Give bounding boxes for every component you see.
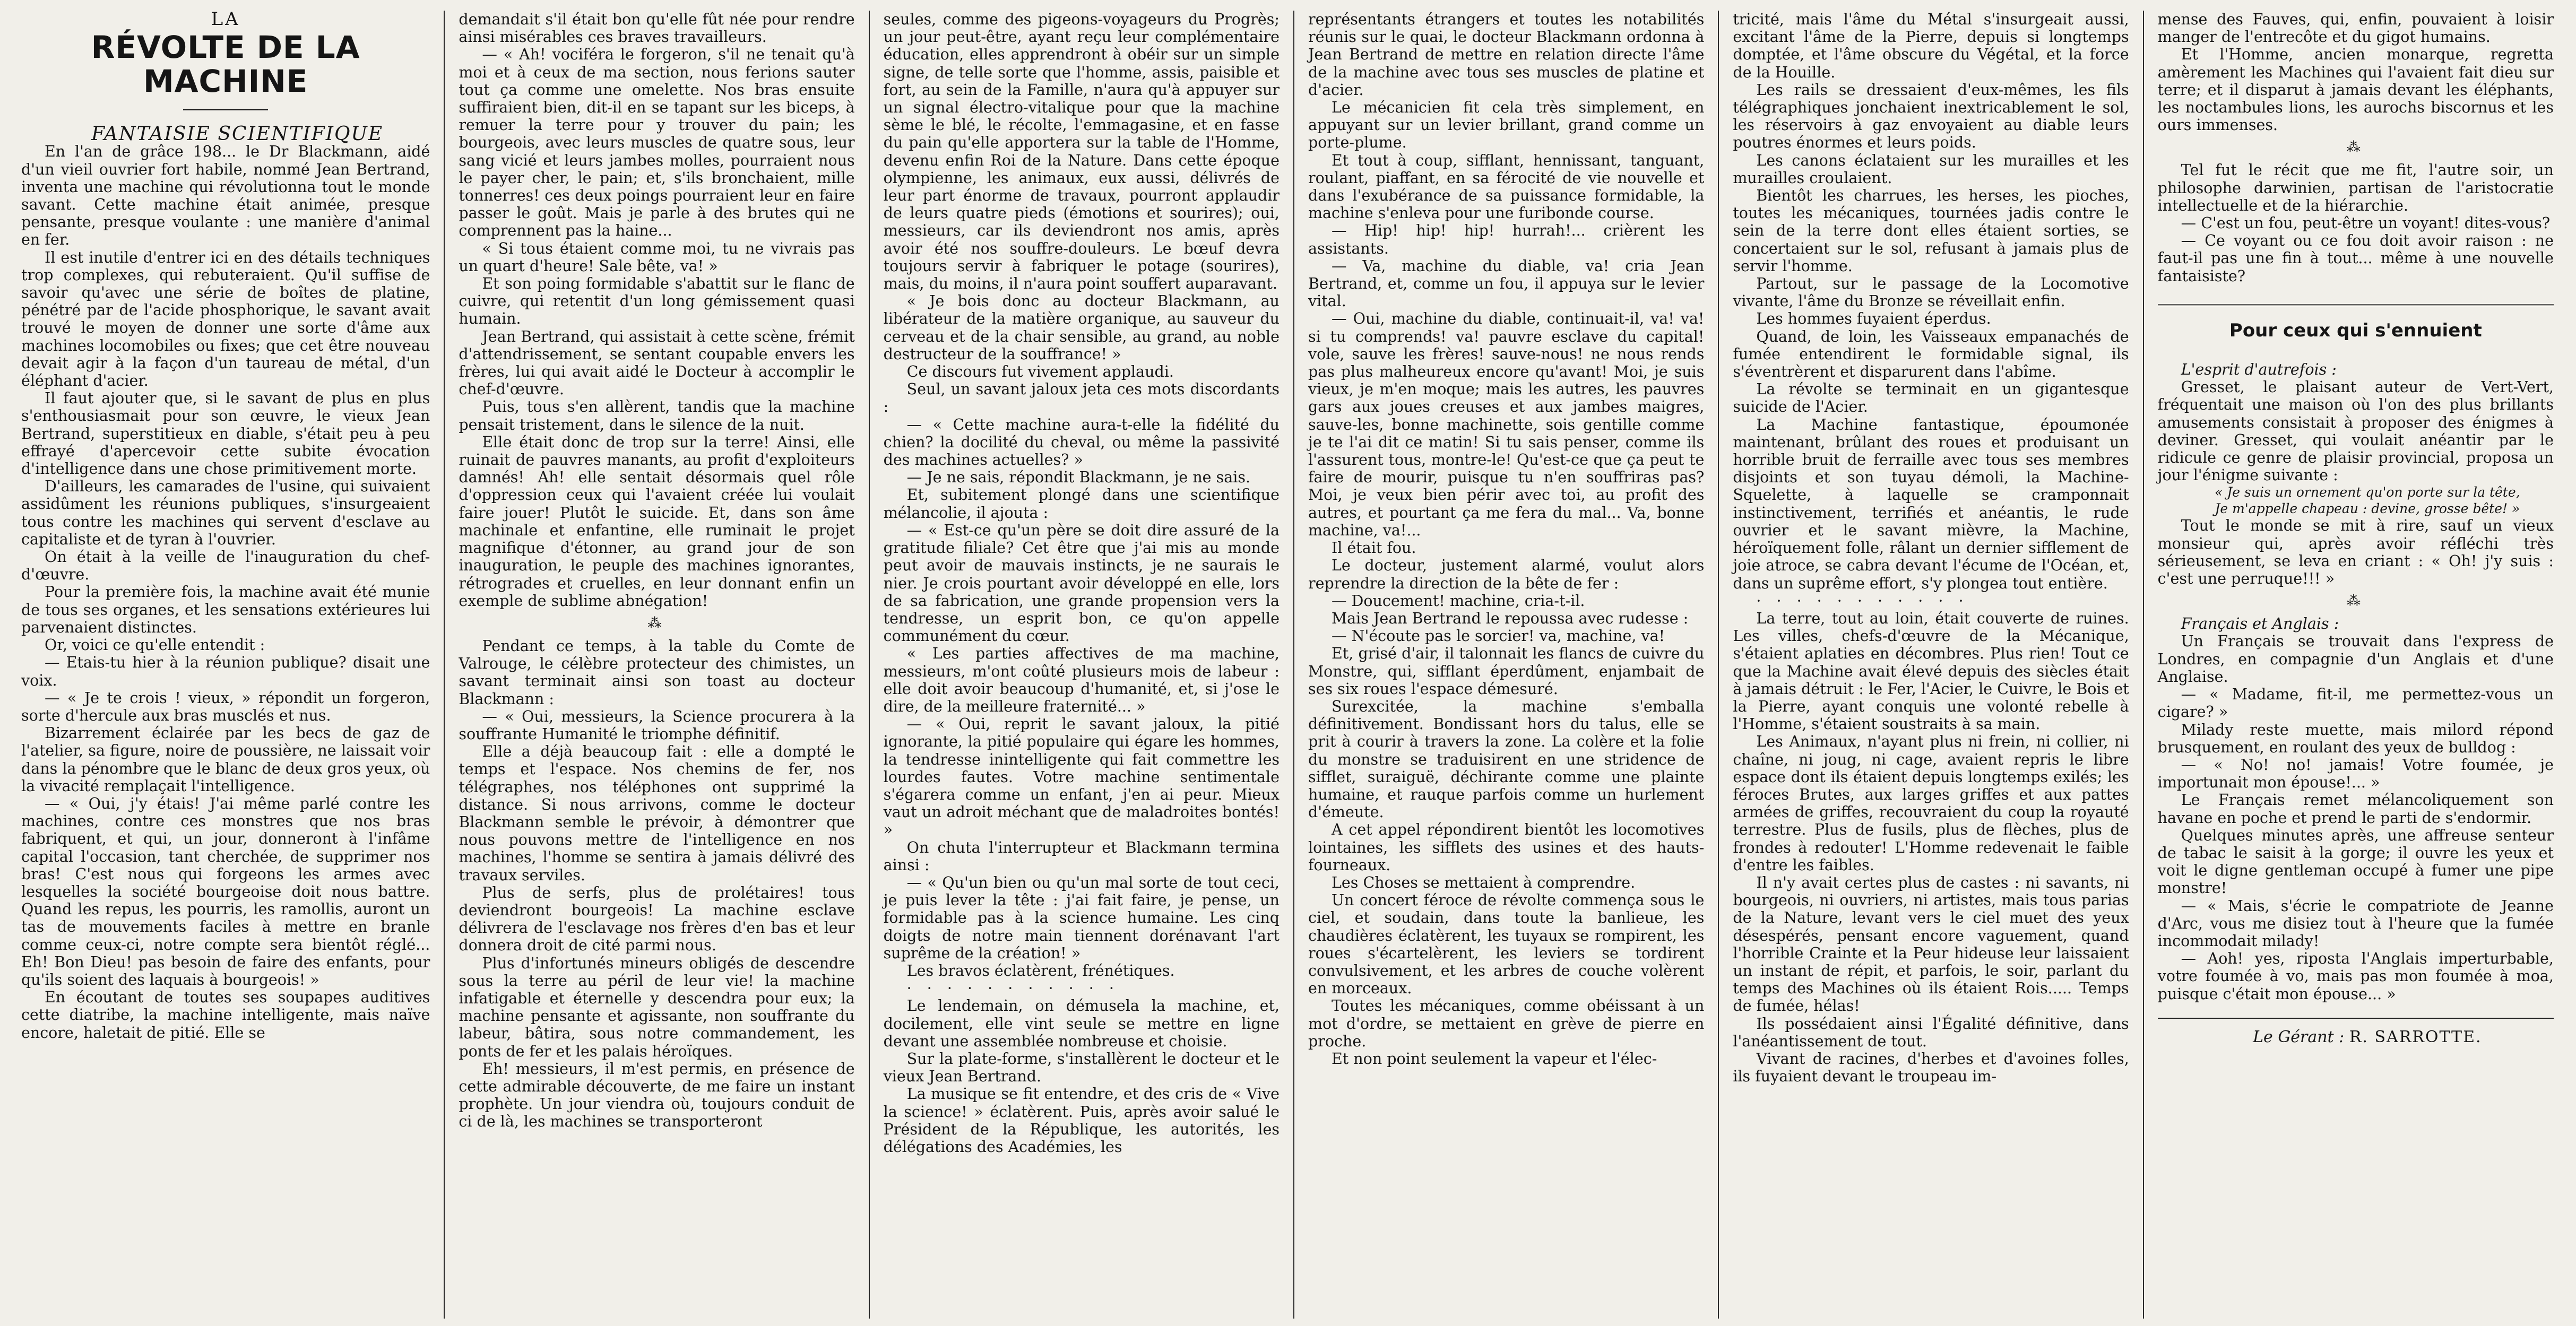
paragraph: Les rails se dressaient d'eux-mêmes, les fils télégraphiques jonchaient inextricablement le sol, les réservoirs à gaz envoyaient au diable leurs poutres énormes et leurs poids. (1733, 81, 2129, 152)
paragraph: Et non point seulement la vapeur et l'élec- (1331, 1050, 1657, 1068)
paragraph: — « Mais, s'écrie le compatriote de Jeanne d'Arc, vous me disiez tout à l'heure que la fumée incommodait milady! (2157, 897, 2554, 950)
paragraph: demandait s'il était bon qu'elle fût née pour rendre ainsi misérables ces braves travailleurs. (459, 11, 855, 46)
verse-line: Je m'appelle chapeau : devine, grosse bête! » (2215, 501, 2520, 517)
paragraph: « Les parties affectives de ma machine, messieurs, m'ont coûté plusieurs mois de labeur : elle doit avoir beaucoup d'humanité, et, si j'ose le dire, de la meilleure fraternité... » (883, 645, 1280, 715)
paragraph: — Aoh! yes, riposta l'Anglais imperturbable, votre foumée à vo, mais pas mon foumée à moa, puisque c'était mon épouse... » (2157, 950, 2554, 1003)
signature-rule (2158, 1018, 2554, 1019)
paragraph: On était à la veille de l'inauguration du chef-d'œuvre. (21, 548, 430, 584)
paragraph: — Je ne sais, répondit Blackmann, je ne sais. (906, 469, 1251, 487)
section-stars: ⁂ (2346, 140, 2365, 156)
paragraph: — « Je te crois ! vieux, » répondit un forgeron, sorte d'hercule aux bras musclés et nus. (21, 689, 430, 724)
paragraph: « Si tous étaient comme moi, tu ne vivrais pas un quart d'heure! Sale bête, va! » (459, 239, 855, 275)
paragraph: Quand, de loin, les Vaisseaux empanachés de fumée entendirent le formidable signal, ils s'éventrèrent et disparurent dans l'abîme. (1733, 327, 2129, 381)
title-rule (183, 109, 268, 110)
paragraph: — « Oui, messieurs, la Science procurera à la souffrante Humanité le triomphe définitif. (459, 707, 855, 743)
section-divider (2158, 304, 2554, 306)
paragraph: En écoutant de toutes ses soupapes auditives cette diatribe, la machine intelligente, mais naïve encore, haletait de pitié. Elle se (21, 989, 430, 1042)
section-title: Pour ceux qui s'ennuient (2229, 319, 2482, 341)
section-dots: · · · · · · · · · · · (1756, 592, 1969, 610)
paragraph: Elle a déjà beaucoup fait : elle a dompté le temps et l'espace. Nos chemins de fer, nos télégraphes, nos téléphones ont supprimé la distance. Si nous arrivons, comme le docteur Blackmann semble le prévoir, à démontrer que nous pouvons mettre de l'intelligence en nos machines, l'homme se sentira à jamais délivré des travaux serviles. (459, 743, 855, 884)
paragraph: — « Cette machine aura-t-elle la fidélité du chien? la docilité du cheval, ou même la passivité des machines actuelles? » (883, 415, 1280, 469)
signature-name: R. SARROTTE. (2349, 1027, 2482, 1046)
column-2 (444, 11, 868, 1319)
signature-line (2158, 1028, 2554, 1046)
paragraph: Le Français remet mélancoliquement son havane en poche et prend le parti de s'endormir. (2157, 791, 2554, 827)
paragraph: Le docteur, justement alarmé, voulut alors reprendre la direction de la bête de fer : (1308, 557, 1705, 592)
article-kicker: LA (211, 11, 240, 30)
paragraph: Quelques minutes après, une affreuse senteur de tabac le saisit à la gorge; il ouvre les yeux et voit le digne gentleman occupé à fumer une pipe monstre! (2157, 826, 2554, 897)
paragraph: Les bravos éclatèrent, frénétiques. (906, 961, 1175, 980)
paragraph: — « Qu'un bien ou qu'un mal sorte de tout ceci, je puis lever la tête : j'ai fait faire, je pense, un formidable pas à la science humaine. Les cinq doigts de notre main tiennent dorénavant l'art suprême de la création! » (883, 873, 1280, 962)
paragraph: Surexcitée, la machine s'emballa définitivement. Bondissant hors du talus, elle se prit à courir à travers la zone. La colère et la folie du monstre se traduisirent en une stridence de sifflet, suraiguë, déchirante comme une plainte humaine, et rauque parfois comme un hurlement d'émeute. (1308, 697, 1705, 821)
paragraph: — « Oui, j'y étais! J'ai même parlé contre les machines, contre ces monstres que nos bras fabriquent, et qui, un jour, donneront à l'infâme capital l'occasion, tant cherchée, de supprimer nos bras! C'est nous qui forgeons les armes avec lesquelles la société bourgeoise doit nous battre. Quand les repus, les pourris, les ramollis, auront un tas de mouvements faciles à mettre en branle comme ceux-ci, notre compte sera bientôt réglé... Eh! Bon Dieu! pas besoin de faire des enfants, pour qu'ils soient des laquais à bourgeois! » (21, 794, 430, 989)
paragraph: — « No! no! jamais! Votre foumée, je importunait mon épouse!... » (2157, 756, 2554, 792)
paragraph: Pendant ce temps, à la table du Comte de Valrouge, le célèbre protecteur des chimistes, un savant terminait ainsi son toast au docteur Blackmann : (459, 637, 855, 708)
paragraph: Les Animaux, n'ayant plus ni frein, ni collier, ni chaîne, ni joug, ni cage, avaient repris le libre espace dont ils étaient depuis longtemps exilés; les féroces Brutes, aux larges griffes et aux pattes armées de griffes, recouvraient du coup la royauté terrestre. Plus de fusils, plus de flèches, plus de frondes à redouter! L'Homme redevenait le faible d'entre les faibles. (1733, 733, 2129, 874)
paragraph: — Doucement! machine, cria-t-il. (1331, 592, 1585, 610)
column-6 (2143, 11, 2568, 1319)
paragraph: Il n'y avait certes plus de castes : ni savants, ni bourgeois, ni ouvriers, ni artistes, mais tous parias de la Nature, levant vers le ciel muet des yeux désespérés, pensant encore vaguement, quand l'horrible Crainte et la Peur hideuse leur laissaient un instant de répit, et parfois, le soir, parlant du temps des Machines où ils étaient Rois..... Temps de fumée, hélas! (1733, 873, 2129, 1015)
paragraph: Puis, tous s'en allèrent, tandis que la machine pensait tristement, dans le silence de la nuit. (459, 398, 855, 434)
column-5 (1718, 11, 2142, 1319)
paragraph: D'ailleurs, les camarades de l'usine, qui suivaient assidûment les réunions publiques, s'insurgeaient tous contre les machines qui servent d'esclave au capitaliste et de tyran à l'ouvrier. (21, 478, 430, 548)
paragraph: Il faut ajouter que, si le savant de plus en plus s'enthousiasmait pour son œuvre, le vieux Jean Bertrand, superstitieux en diable, s'était peu à peu effrayé d'apercevoir cette subite évocation d'intelligence dans une chose primitivement morte. (21, 389, 430, 478)
paragraph: La Machine fantastique, époumonée maintenant, brûlant des roues et produisant un horrible bruit de ferraille avec tous ses membres disjoints et son tuyau démoli, la Machine-Squelette, à laquelle se cramponnait instinctivement, terrifiés et anéantis, le rude ouvrier et le savant mièvre, la Machine, héroïquement folle, râlant un dernier sifflement de joie atroce, se cabra devant l'écume de l'Océan, et, dans un suprême effort, s'y plongea tout entière. (1733, 415, 2129, 592)
paragraph: Tel fut le récit que me fit, l'autre soir, un philosophe darwinien, partisan de l'aristocratie intellectuelle et de la hiérarchie. (2157, 161, 2554, 214)
paragraph: Pour la première fois, la machine avait été munie de tous ses organes, et les sensations extérieures lui parvenaient distinctes. (21, 583, 430, 636)
paragraph: Milady reste muette, mais milord répond brusquement, en roulant des yeux de bulldog : (2157, 721, 2554, 756)
paragraph: Le lendemain, on démusela la machine, et, docilement, elle vint seule se mettre en ligne devant une assemblée nombreuse et choisie. (883, 997, 1280, 1050)
article-title: RÉVOLTE DE LA MACHINE (91, 29, 360, 100)
paragraph: — Ce voyant ou ce fou doit avoir raison : ne faut-il pas une fin à tout... même à une nouvelle fantaisiste? (2157, 232, 2554, 285)
article-subtitle: FANTAISIE SCIENTIFIQUE (91, 123, 384, 145)
paragraph: Sur la plate-forme, s'installèrent le docteur et le vieux Jean Bertrand. (883, 1050, 1280, 1086)
paragraph: Jean Bertrand, qui assistait à cette scène, frémit d'attendrissement, se sentant coupable envers les frères, lui qui avait aidé le Docteur à accomplir le chef-d'œuvre. (459, 327, 855, 398)
paragraph: Un concert féroce de révolte commença sous le ciel, et soudain, dans toute la banlieue, les chaudières éclatèrent, les tuyaux se rompirent, les roues s'écartelèrent, les leviers se tordirent convulsivement, et les arbres de couche volèrent en morceaux. (1308, 891, 1705, 998)
paragraph: Bizarrement éclairée par les becs de gaz de l'atelier, sa figure, noire de poussière, ne laissait voir dans la pénombre que le blanc de deux gros yeux, où la vivacité remplaçait l'intelligence. (21, 724, 430, 795)
paragraph: Et, subitement plongé dans une scientifique mélancolie, il ajouta : (883, 486, 1280, 522)
paragraph: Le mécanicien fit cela très simplement, en appuyant sur un levier brillant, grand comme un porte-plume. (1308, 99, 1705, 152)
paragraph: Seul, un savant jaloux jeta ces mots discordants : (883, 380, 1280, 416)
paragraph: Et, grisé d'air, il talonnait les flancs de cuivre du Monstre, qui, sifflant éperdûment, enjambait de ses six roues l'espace démesuré. (1308, 645, 1705, 698)
paragraph: On chuta l'interrupteur et Blackmann termina ainsi : (883, 838, 1280, 874)
paragraph: — « Est-ce qu'un père se doit dire assuré de la gratitude filiale? Cet être que j'ai mis au monde peut avoir de mauvais instincts, je ne saurais le nier. Je crois pourtant avoir développé en elle, lors de sa fabrication, une grande propension vers la tendresse, un esprit bon, ce qu'on appelle communément du cœur. (883, 521, 1280, 645)
rubric-heading: L'esprit d'autrefois : (2181, 361, 2337, 379)
paragraph: mense des Fauves, qui, enfin, pouvaient à loisir manger de l'entrecôte et du gigot humains. (2157, 11, 2554, 46)
paragraph: — Va, machine du diable, va! cria Jean Bertrand, et, comme un fou, il appuya sur le levier vital. (1308, 257, 1705, 310)
paragraph: — Etais-tu hier à la réunion publique? disait une voix. (21, 654, 430, 689)
paragraph: Et son poing formidable s'abattit sur le flanc de cuivre, qui retentit d'un long gémissement quasi humain. (459, 275, 855, 328)
paragraph: Mais Jean Bertrand le repoussa avec rudesse : (1331, 609, 1689, 627)
paragraph: Tout le monde se mit à rire, sauf un vieux monsieur qui, après avoir réfléchi très sérieusement, se leva en criant : « Oh! j'y suis : c'est une perruque!!! » (2157, 517, 2554, 588)
paragraph: Gresset, le plaisant auteur de Vert-Vert, fréquentait une maison où l'on des plus brillants amusements consistait à proposer des énigmes à deviner. Gresset, qui voulait anéantir par le ridicule ce genre de plaisir provincial, proposa un jour l'énigme suivante : (2157, 378, 2554, 484)
paragraph: Vivant de racines, d'herbes et d'avoines folles, ils fuyaient devant le troupeau im- (1733, 1050, 2129, 1086)
section-stars: ⁂ (2346, 593, 2365, 610)
paragraph: Ce discours fut vivement applaudi. (906, 363, 1174, 381)
paragraph: tricité, mais l'âme du Métal s'insurgeait aussi, excitant l'âme de la Pierre, depuis si longtemps domptée, et l'âme obscure du Végétal, et la force de la Houille. (1733, 11, 2129, 81)
paragraph: Ils possédaient ainsi l'Égalité définitive, dans l'anéantissement de tout. (1733, 1015, 2129, 1050)
paragraph: — « Oui, reprit le savant jaloux, la pitié ignorante, la pitié populaire qui égare les hommes, la tendresse inintelligente qui fait commettre les lourdes fautes. Votre machine sentimentale s'égarera comme un enfant, j'en ai peur. Mieux vaut un adroit méchant que de maladroites bontés! » (883, 715, 1280, 839)
section-stars: ⁂ (647, 615, 666, 631)
paragraph: Eh! messieurs, il m'est permis, en présence de cette admirable découverte, de me faire un instant prophète. Un jour viendra où, toujours conduit de ci de là, les machines se transporteront (459, 1060, 855, 1131)
paragraph: Partout, sur le passage de la Locomotive vivante, l'âme du Bronze se réveillait enfin. (1733, 275, 2129, 310)
signature-label: Le Gérant : (2253, 1027, 2345, 1046)
paragraph: — Oui, machine du diable, continuait-il, va! va! si tu comprends! va! pauvre esclave du capital! vole, sauve les frères! sauve-nous! ne nous rends pas plus malheureux encore qu'avant! Moi, je suis vieux, je m'en moque; mais les autres, les pauvres gars aux joues creuses et aux jambes maigres, sauve-les, bonne machinette, sois gentille comme je te l'ai dit ce matin! Si tu sais penser, comme ils l'assurent tous, montre-le! Qu'est-ce que ça peut te faire de mourir, puisque tu n'en souffriras pas? Moi, je veux bien périr avec toi, au profit des autres, et pourtant ça me fera du mal... Va, bonne machine, va!... (1308, 310, 1705, 539)
paragraph: seules, comme des pigeons-voyageurs du Progrès; un jour peut-être, ayant reçu leur complémentaire éducation, elles apprendront à obéir sur un simple signe, de telle sorte que l'homme, assis, paisible et fort, au sein de la Famille, n'aura qu'à appuyer sur un signal électro-vitalique pour que la machine sème le blé, le récolte, l'emmagasine, et en fasse du pain qu'elle apportera sur la table de l'Homme, devenu enfin Roi de la Nature. Dans cette époque olympienne, les animaux, eux aussi, délivrés de leur part énorme de travaux, pourront applaudir de leurs quatre pieds (émotions et sourires); oui, messieurs, car ils deviendront nos amis, après avoir été nos souffre-douleurs. Le bœuf devra toujours servir à fabriquer le potage (sourires), mais, du moins, il n'aura point souffert auparavant. (883, 11, 1280, 293)
column-3 (869, 11, 1293, 1319)
paragraph: Et l'Homme, ancien monarque, regretta amèrement les Machines qui l'avaient fait dieu sur terre; et il disparut à jamais devant les éléphants, les noctambules lions, les aurochs biscornus et les ours immenses. (2157, 46, 2554, 134)
paragraph: Bientôt les charrues, les herses, les pioches, toutes les mécaniques, tournées jadis contre le sein de la terre dont elles étaient sorties, se concertaient sur le sol, refusant à jamais plus de servir l'homme. (1733, 187, 2129, 275)
verse-line: « Je suis un ornement qu'on porte sur la tête, (2215, 484, 2520, 500)
column-4 (1293, 11, 1718, 1319)
paragraph: Les Choses se mettaient à comprendre. (1331, 873, 1636, 891)
section-dots: · · · · · · · · · · · (906, 980, 1119, 998)
paragraph: représentants étrangers et toutes les notabilités réunis sur le quai, le docteur Blackmann ordonna à Jean Bertrand de mettre en relation directe l'âme de la machine avec tous ses muscles de platine et d'acier. (1308, 11, 1705, 99)
paragraph: Un Français se trouvait dans l'express de Londres, en compagnie d'un Anglais et d'une Anglaise. (2157, 632, 2554, 686)
paragraph: Il était fou. (1331, 539, 1416, 557)
paragraph: Plus de serfs, plus de prolétaires! tous deviendront bourgeois! La machine esclave délivrera de l'esclavage nos frères d'en bas et leur donnera droit de cité parmi nous. (459, 883, 855, 955)
paragraph: — C'est un fou, peut-être un voyant! dites-vous? (2181, 214, 2551, 232)
paragraph: Il est inutile d'entrer ici en des détails techniques trop complexes, qui rebuteraient. Qu'il suffise de savoir qu'avec une série de boîtes de platine, pénétré par de l'acide phosphorique, le savant avait trouvé le moyen de donner une sorte d'âme aux machines locomobiles ou fixes; que cet être nouveau devait agir à la façon d'un taureau de métal, d'un éléphant d'acier. (21, 248, 430, 390)
paragraph: — N'écoute pas le sorcier! va, machine, va! (1331, 627, 1665, 645)
paragraph: Or, voici ce qu'elle entendit : (45, 636, 265, 654)
paragraph: La terre, tout au loin, était couverte de ruines. Les villes, chefs-d'œuvre de la Mécanique, s'étaient aplaties en décombres. Plus rien! Tout ce que la Machine avait élevé depuis des siècles était à jamais détruit : le Fer, l'Acier, le Cuivre, le Bois et la Pierre, ayant conquis une volonté rebelle à l'Homme, s'étaient soustraits à sa main. (1733, 609, 2129, 733)
paragraph: La musique se fit entendre, et des cris de « Vive la science! » éclatèrent. Puis, après avoir salué le Président de la République, les autorités, les délégations des Académies, les (883, 1085, 1280, 1156)
paragraph: — « Madame, fit-il, me permettez-vous un cigare? » (2157, 686, 2554, 721)
paragraph: En l'an de grâce 198... le Dr Blackmann, aidé d'un vieil ouvrier fort habile, nommé Jean Bertrand, inventa une machine qui révolutionna tout le monde savant. Cette machine était animée, presque pensante, presque voulante : une manière d'animal en fer. (21, 143, 430, 249)
column-1 (19, 11, 444, 1319)
paragraph: Et tout à coup, sifflant, hennissant, tanguant, roulant, piaffant, en sa férocité de vie nouvelle et dans l'exubérance de sa puissance formidable, la machine s'enleva pour une furibonde course. (1308, 151, 1705, 222)
paragraph: — Hip! hip! hip! hurrah!... crièrent les assistants. (1308, 222, 1705, 257)
paragraph: La révolte se terminait en un gigantesque suicide de l'Acier. (1733, 380, 2129, 416)
paragraph: — « Ah! vociféra le forgeron, s'il ne tenait qu'à moi et à ceux de ma section, nous ferions sauter tout ça comme une omelette. Nos bras ensuite suffiraient bien, dit-il en se tapant sur les biceps, à remuer la terre pour y trouver du pain; les bourgeois, avec leurs muscles de quatre sous, leur sang vicié et leurs jambes molles, pourraient nous le payer cher, le pain; et, s'ils bronchaient, mille tonnerres! ces deux poings pourraient leur en faire passer le goût. Mais je parle à des brutes qui ne comprennent pas la haine... (459, 46, 855, 240)
rubric-heading: Français et Anglais : (2181, 615, 2339, 633)
paragraph: « Je bois donc au docteur Blackmann, au libérateur de la matière organique, au sauveur du cerveau et de la chair sensible, au grand, au noble destructeur de la souffrance! » (883, 292, 1280, 363)
paragraph: Elle était donc de trop sur la terre! Ainsi, elle ruinait de pauvres manants, au profit d'exploiteurs damnés! Ah! elle sentait désormais quel rôle d'oppression ceux qui l'avaient créée lui voulait faire jouer! Plutôt le suicide. Et, dans son âme machinale et enfantine, elle ruminait le projet magnifique d'étonner, au grand jour de son inauguration, le peuple des machines ignorantes, rétrogrades et cruelles, en leur donnant enfin un exemple de sublime abnégation! (459, 433, 855, 610)
paragraph: Toutes les mécaniques, comme obéissant à un mot d'ordre, se mettaient en grève de pierre en proche. (1308, 997, 1705, 1050)
paragraph: A cet appel répondirent bientôt les locomotives lointaines, les sifflets des usines et des hauts-fourneaux. (1308, 821, 1705, 874)
paragraph: Plus d'infortunés mineurs obligés de descendre sous la terre au péril de leur vie! la machine infatigable et éternelle y descendra pour eux; la machine pensante et agissante, non souffrante du labeur, bâtira, sous notre commandement, les ponts de fer et les palais héroïques. (459, 954, 855, 1060)
paragraph: Les canons éclataient sur les murailles et les murailles croulaient. (1733, 151, 2129, 187)
paragraph: Les hommes fuyaient éperdus. (1756, 310, 1991, 328)
